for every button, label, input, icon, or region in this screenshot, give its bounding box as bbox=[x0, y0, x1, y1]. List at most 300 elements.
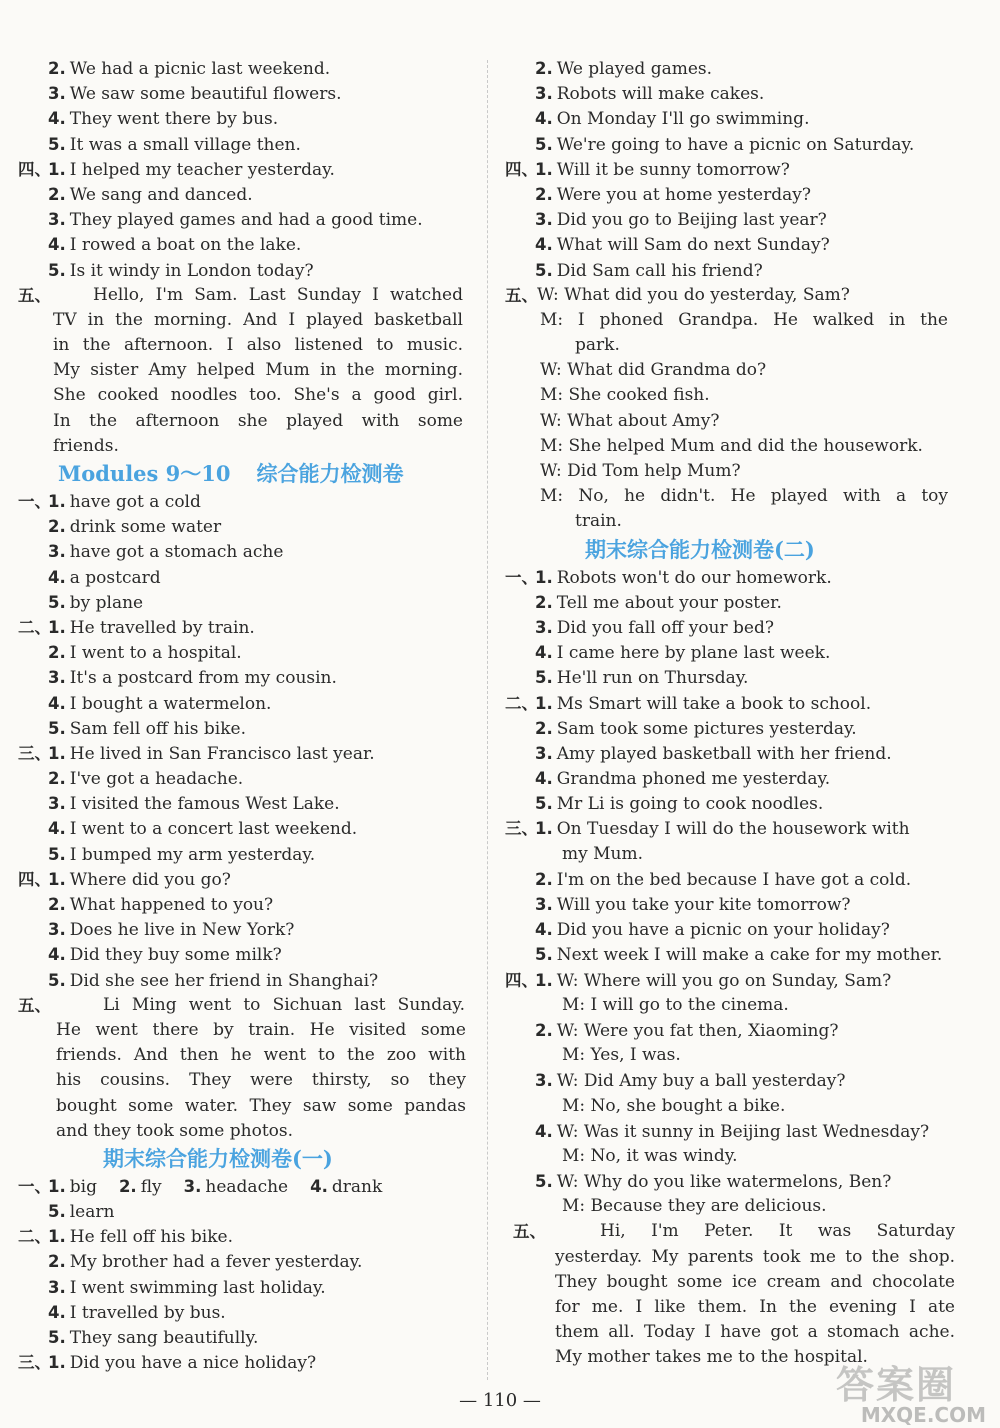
item-number: 5. bbox=[535, 260, 553, 280]
item-number: 1. bbox=[48, 1176, 66, 1196]
answer-text: In the afternoon she played with some bbox=[53, 410, 463, 431]
answer-line bbox=[18, 232, 473, 257]
answer-text: On Tuesday I will do the housework with bbox=[556, 819, 910, 840]
text-line bbox=[18, 409, 473, 434]
text-line bbox=[18, 283, 473, 308]
answer-text: I visited the famous West Lake. bbox=[69, 794, 340, 815]
item-number: 5. bbox=[48, 134, 66, 154]
answer-line bbox=[18, 716, 473, 741]
item-number: 2. bbox=[48, 517, 66, 537]
answer-text: M: She cooked fish. bbox=[540, 385, 710, 406]
answer-line bbox=[18, 1275, 473, 1300]
item-number: 2. bbox=[48, 59, 66, 78]
answer-text: He'll run on Thursday. bbox=[556, 668, 749, 689]
section-marker: 一、 bbox=[18, 1176, 51, 1196]
answer-text: have got a cold bbox=[69, 492, 201, 512]
item-number: 5. bbox=[535, 134, 553, 154]
answer-line bbox=[505, 741, 970, 766]
section-marker: 四、 bbox=[18, 159, 51, 179]
answer-text: Sam fell off his bike. bbox=[69, 718, 247, 739]
answer-line bbox=[505, 892, 970, 917]
answer-line bbox=[18, 741, 473, 766]
answer-text: Did you have a nice holiday? bbox=[69, 1353, 317, 1374]
answer-text: M: I will go to the cinema. bbox=[562, 994, 789, 1015]
item-number: 2. bbox=[535, 184, 553, 204]
item-number: 3. bbox=[48, 920, 66, 940]
section-marker: 五、 bbox=[505, 285, 538, 305]
item-number: 2. bbox=[535, 718, 553, 738]
column-divider bbox=[487, 60, 488, 1380]
answer-line bbox=[18, 766, 473, 791]
item-number: 5. bbox=[48, 1202, 66, 1222]
item-number: 2. bbox=[48, 895, 66, 914]
answer-text: by plane bbox=[69, 592, 144, 613]
answer-text: Li Ming went to Sichuan last Sunday. bbox=[103, 994, 465, 1015]
item-number: 4. bbox=[48, 235, 66, 255]
answer-line bbox=[18, 56, 473, 81]
answer-text: park. bbox=[575, 335, 620, 356]
answer-text: Robots will make cakes. bbox=[556, 84, 765, 105]
answer-line bbox=[18, 514, 473, 539]
item-number: 3. bbox=[183, 1176, 202, 1196]
item-number: 5. bbox=[48, 718, 66, 738]
answer-text: W: What about Amy? bbox=[540, 410, 720, 431]
answer-text: What happened to you? bbox=[69, 895, 274, 915]
item-number: 3. bbox=[535, 743, 553, 763]
item-number: 1. bbox=[48, 869, 66, 889]
item-number: 1. bbox=[535, 819, 553, 839]
answer-text: Mr Li is going to cook noodles. bbox=[556, 794, 824, 815]
item-number: 3. bbox=[48, 210, 66, 230]
answer-line bbox=[18, 157, 473, 182]
answer-line bbox=[505, 791, 970, 816]
item-number: 4. bbox=[535, 235, 553, 255]
item-number: 2. bbox=[535, 869, 553, 889]
text-line bbox=[18, 993, 473, 1018]
answer-line bbox=[18, 917, 473, 942]
answer-text: Sam took some pictures yesterday. bbox=[556, 718, 857, 739]
answer-line bbox=[18, 640, 473, 665]
answer-text: We're going to have a picnic on Saturday. bbox=[556, 134, 915, 155]
answer-line bbox=[18, 615, 473, 640]
answer-text: TV in the morning. And I played basketball bbox=[53, 309, 463, 330]
answer-text: We played games. bbox=[556, 59, 713, 79]
item-number: 2. bbox=[535, 592, 553, 612]
answer-text: She cooked noodles too. She's a good girl. bbox=[53, 385, 463, 406]
answer-text: learn bbox=[69, 1202, 115, 1223]
answer-line bbox=[18, 590, 473, 615]
text-line bbox=[18, 1094, 473, 1119]
text-line bbox=[18, 333, 473, 358]
answer-text: W: Did Tom help Mum? bbox=[540, 461, 741, 481]
answer-line bbox=[18, 106, 473, 131]
item-number: 2. bbox=[48, 643, 66, 663]
answer-line bbox=[505, 258, 970, 283]
answer-line bbox=[18, 81, 473, 106]
answer-text: My sister Amy helped Mum in the morning. bbox=[53, 360, 463, 381]
answer-text: On Monday I'll go swimming. bbox=[556, 109, 810, 130]
item-number: 1. bbox=[48, 617, 66, 637]
answer-text: Robots won't do our homework. bbox=[556, 567, 832, 588]
answer-text: have got a stomach ache bbox=[69, 542, 284, 563]
item-number: 5. bbox=[535, 1172, 553, 1192]
answer-line bbox=[18, 489, 473, 514]
answer-text: I'm on the bed because I have got a cold. bbox=[556, 869, 912, 890]
text-line bbox=[18, 434, 473, 459]
answer-line bbox=[18, 258, 473, 283]
item-number: 3. bbox=[48, 794, 66, 814]
answer-text: them all. Today I have got a stomach ache. bbox=[555, 1322, 955, 1343]
section-marker: 二、 bbox=[18, 1227, 51, 1247]
answer-text: drink some water bbox=[69, 517, 222, 538]
answer-text: They bought some ice cream and chocolate bbox=[555, 1271, 955, 1292]
text-line bbox=[505, 409, 970, 434]
answer-text: drank bbox=[331, 1176, 383, 1197]
answer-text: friends. And then he went to the zoo with bbox=[56, 1045, 466, 1066]
answer-text: Did you go to Beijing last year? bbox=[556, 210, 827, 231]
answer-text: Will it be sunny tomorrow? bbox=[556, 159, 790, 180]
answer-text: yesterday. My parents took me to the shop. bbox=[555, 1246, 955, 1267]
answer-text: I went to a hospital. bbox=[69, 643, 242, 664]
answer-line bbox=[505, 816, 970, 841]
section-heading bbox=[505, 535, 970, 565]
answer-line bbox=[505, 132, 970, 157]
watermark-mark: 答案圈 bbox=[836, 1363, 957, 1407]
item-number: 4. bbox=[535, 1121, 553, 1141]
answer-text: Hi, I'm Peter. It was Saturday bbox=[600, 1221, 955, 1242]
answer-text: He travelled by train. bbox=[69, 617, 255, 638]
answer-text: W: Where will you go on Sunday, Sam? bbox=[556, 970, 892, 991]
answer-text: Were you at home yesterday? bbox=[556, 184, 811, 205]
watermark-logo bbox=[836, 1354, 986, 1427]
answer-text: It was a small village then. bbox=[69, 134, 301, 155]
text-line bbox=[18, 358, 473, 383]
answer-line bbox=[505, 615, 970, 640]
answer-line bbox=[18, 1350, 473, 1375]
text-line bbox=[505, 308, 970, 333]
answer-text: I bumped my arm yesterday. bbox=[69, 844, 316, 865]
answer-text: I helped my teacher yesterday. bbox=[69, 159, 335, 180]
answer-text: in the afternoon. I also listened to music. bbox=[53, 335, 463, 356]
item-number: 3. bbox=[535, 895, 553, 914]
answer-line bbox=[18, 691, 473, 716]
text-line bbox=[18, 383, 473, 408]
item-number: 2. bbox=[535, 59, 553, 78]
answer-text: W: Was it sunny in Beijing last Wednesday? bbox=[556, 1121, 930, 1142]
answer-line bbox=[18, 132, 473, 157]
answer-line bbox=[18, 968, 473, 993]
item-number: 4. bbox=[48, 693, 66, 713]
text-line bbox=[505, 484, 970, 509]
text-line bbox=[505, 459, 970, 484]
item-number: 5. bbox=[48, 592, 66, 612]
answer-line bbox=[505, 232, 970, 257]
answer-line bbox=[18, 182, 473, 207]
answer-text: I rowed a boat on the lake. bbox=[69, 235, 302, 256]
item-number: 1. bbox=[535, 970, 553, 990]
answer-text: Did you fall off your bed? bbox=[556, 617, 774, 638]
answer-text: M: No, she bought a bike. bbox=[562, 1095, 786, 1116]
answer-text: M: No, he didn't. He played with a toy bbox=[540, 486, 948, 507]
answer-text: W: Why do you like watermelons, Ben? bbox=[556, 1172, 892, 1193]
answer-text: Grandma phoned me yesterday. bbox=[556, 769, 831, 790]
heading-title: 综合能力检测卷 bbox=[256, 461, 404, 486]
item-number: 1. bbox=[535, 159, 553, 179]
answer-text: We sang and danced. bbox=[69, 184, 253, 205]
answer-line bbox=[505, 590, 970, 615]
answer-text: Does he live in New York? bbox=[69, 920, 295, 941]
answer-line bbox=[505, 1018, 970, 1043]
section-marker: 五、 bbox=[513, 1222, 546, 1242]
section-heading bbox=[18, 459, 473, 489]
answer-text: He went there by train. He visited some bbox=[56, 1019, 466, 1040]
answer-line bbox=[18, 867, 473, 892]
answer-line bbox=[505, 1068, 970, 1093]
answer-line bbox=[505, 182, 970, 207]
answer-line bbox=[505, 968, 970, 993]
section-marker: 四、 bbox=[18, 869, 51, 889]
answer-line bbox=[505, 283, 970, 308]
answer-text: W: What did you do yesterday, Sam? bbox=[537, 284, 850, 305]
text-line bbox=[18, 1068, 473, 1093]
heading-title: 期末综合能力检测卷(二) bbox=[585, 536, 815, 562]
heading-modules: Modules 9～10 bbox=[58, 461, 231, 486]
answer-line bbox=[505, 766, 970, 791]
answer-text: M: Because they are delicious. bbox=[562, 1196, 827, 1217]
item-number: 2. bbox=[48, 184, 66, 204]
answer-text: We saw some beautiful flowers. bbox=[69, 84, 342, 105]
answer-text: fly bbox=[140, 1176, 162, 1197]
item-number: 1. bbox=[535, 693, 553, 713]
text-line bbox=[505, 1144, 970, 1169]
item-number: 2. bbox=[535, 1020, 553, 1040]
item-number: 4. bbox=[48, 945, 66, 965]
answer-text: bought some water. They saw some pandas bbox=[56, 1095, 466, 1116]
answer-text: Hello, I'm Sam. Last Sunday I watched bbox=[93, 284, 463, 305]
text-line bbox=[505, 434, 970, 459]
section-marker: 四、 bbox=[505, 159, 538, 179]
text-line bbox=[505, 1094, 970, 1119]
answer-line bbox=[18, 1199, 473, 1224]
answer-line bbox=[505, 716, 970, 741]
item-number: 5. bbox=[535, 668, 553, 688]
text-line bbox=[18, 1018, 473, 1043]
answer-line bbox=[18, 1224, 473, 1249]
item-number: 1. bbox=[48, 1227, 66, 1247]
answer-line bbox=[505, 665, 970, 690]
item-number: 5. bbox=[48, 260, 66, 280]
text-line bbox=[18, 1119, 473, 1144]
page-number: — 110 — bbox=[459, 1390, 541, 1411]
answer-text: Tell me about your poster. bbox=[556, 592, 782, 613]
section-marker: 一、 bbox=[505, 567, 538, 587]
item-number: 1. bbox=[48, 159, 66, 179]
answer-text: W: Did Amy buy a ball yesterday? bbox=[556, 1071, 846, 1092]
item-number: 3. bbox=[48, 84, 66, 104]
answer-line bbox=[505, 56, 970, 81]
text-line bbox=[505, 993, 970, 1018]
text-line bbox=[505, 1320, 970, 1345]
item-number: 4. bbox=[535, 643, 553, 663]
answer-text: What will Sam do next Sunday? bbox=[556, 235, 830, 256]
section-marker: 五、 bbox=[18, 285, 51, 305]
section-marker: 三、 bbox=[18, 1353, 51, 1373]
item-number: 3. bbox=[535, 1071, 553, 1091]
answer-text: Will you take your kite tomorrow? bbox=[556, 895, 851, 915]
answer-text: my Mum. bbox=[562, 843, 644, 864]
section-marker: 四、 bbox=[505, 970, 538, 990]
answer-line bbox=[18, 539, 473, 564]
text-line bbox=[505, 1194, 970, 1219]
answer-text: M: I phoned Grandpa. He walked in the bbox=[540, 309, 948, 330]
item-number: 4. bbox=[48, 819, 66, 839]
answer-text: M: Yes, I was. bbox=[562, 1045, 681, 1066]
answer-text: Did she see her friend in Shanghai? bbox=[69, 970, 379, 991]
item-number: 1. bbox=[535, 567, 553, 587]
section-marker: 二、 bbox=[505, 693, 538, 713]
item-number: 5. bbox=[48, 970, 66, 990]
watermark-site: MXQE.COM bbox=[860, 1403, 986, 1427]
item-number: 3. bbox=[535, 84, 553, 104]
item-number: 3. bbox=[48, 1277, 66, 1297]
item-number: 4. bbox=[48, 109, 66, 129]
answer-line bbox=[505, 106, 970, 131]
answer-line bbox=[505, 565, 970, 590]
text-line bbox=[505, 509, 970, 534]
item-number: 4. bbox=[535, 920, 553, 940]
answer-line bbox=[18, 942, 473, 967]
item-number: 5. bbox=[535, 945, 553, 965]
section-marker: 三、 bbox=[505, 819, 538, 839]
answer-text: It's a postcard from my cousin. bbox=[69, 668, 337, 689]
item-number: 4. bbox=[48, 567, 66, 587]
text-line bbox=[505, 333, 970, 358]
answer-line bbox=[18, 665, 473, 690]
answer-line bbox=[505, 81, 970, 106]
answer-text: train. bbox=[575, 511, 622, 532]
answer-text: big bbox=[69, 1176, 97, 1197]
text-line bbox=[505, 1219, 970, 1244]
answer-text: My brother had a fever yesterday. bbox=[69, 1252, 363, 1273]
section-marker: 一、 bbox=[18, 492, 51, 511]
text-line bbox=[505, 1295, 970, 1320]
answer-text: Did Sam call his friend? bbox=[556, 260, 763, 281]
answer-text: Ms Smart will take a book to school. bbox=[556, 693, 872, 714]
answer-text: Did they buy some milk? bbox=[69, 945, 282, 966]
text-line bbox=[18, 1043, 473, 1068]
answer-line bbox=[505, 207, 970, 232]
answer-line bbox=[505, 867, 970, 892]
answer-text: He lived in San Francisco last year. bbox=[69, 743, 375, 764]
answer-text: a postcard bbox=[69, 567, 161, 588]
answer-text: his cousins. They were thirsty, so they bbox=[56, 1070, 466, 1091]
item-number: 4. bbox=[535, 769, 553, 789]
answer-text: M: She helped Mum and did the housework. bbox=[540, 435, 923, 456]
item-number: 3. bbox=[535, 617, 553, 637]
answer-text: I've got a headache. bbox=[69, 769, 244, 790]
answer-text: I went swimming last holiday. bbox=[69, 1277, 326, 1298]
text-line bbox=[505, 1270, 970, 1295]
text-line bbox=[505, 383, 970, 408]
item-number: 1. bbox=[48, 743, 66, 763]
answer-line bbox=[18, 1300, 473, 1325]
answer-text: headache bbox=[205, 1176, 289, 1197]
item-number: 4. bbox=[310, 1176, 328, 1196]
item-number: 2. bbox=[48, 769, 66, 789]
text-line bbox=[18, 308, 473, 333]
answer-text: I bought a watermelon. bbox=[69, 693, 272, 714]
item-number: 3. bbox=[48, 668, 66, 688]
text-line bbox=[505, 1043, 970, 1068]
item-number: 5. bbox=[48, 844, 66, 864]
item-number: 3. bbox=[535, 210, 553, 230]
item-number: 1. bbox=[48, 1353, 66, 1373]
heading-title: 期末综合能力检测卷(一) bbox=[103, 1145, 333, 1171]
answer-text: He fell off his bike. bbox=[69, 1227, 233, 1248]
section-heading bbox=[18, 1144, 473, 1174]
answer-text: Next week I will make a cake for my mother. bbox=[556, 945, 943, 966]
answer-line bbox=[505, 942, 970, 967]
answer-line bbox=[18, 791, 473, 816]
answer-line bbox=[505, 1169, 970, 1194]
answer-line bbox=[18, 816, 473, 841]
answer-text: for me. I like them. In the evening I ate bbox=[555, 1297, 955, 1317]
answer-text: W: What did Grandma do? bbox=[540, 360, 767, 381]
answer-line bbox=[505, 1119, 970, 1144]
answer-text: My mother takes me to the hospital. bbox=[555, 1347, 868, 1368]
text-line bbox=[505, 842, 970, 867]
item-number: 1. bbox=[48, 492, 66, 511]
answer-text: Is it windy in London today? bbox=[69, 260, 314, 281]
answer-text: M: No, it was windy. bbox=[562, 1145, 738, 1166]
answer-text: W: Were you fat then, Xiaoming? bbox=[556, 1020, 839, 1041]
item-number: 2. bbox=[48, 1252, 66, 1272]
answer-line bbox=[18, 892, 473, 917]
answer-text: and they took some photos. bbox=[56, 1120, 294, 1141]
answer-text: Where did you go? bbox=[69, 869, 231, 890]
answer-text: Did you have a picnic on your holiday? bbox=[556, 920, 890, 941]
section-marker: 三、 bbox=[18, 743, 51, 763]
answer-line bbox=[505, 691, 970, 716]
item-number: 4. bbox=[535, 109, 553, 129]
answer-line bbox=[18, 1249, 473, 1274]
text-line bbox=[505, 358, 970, 383]
answer-line bbox=[18, 1174, 473, 1199]
answer-text: They went there by bus. bbox=[69, 109, 279, 130]
section-marker: 五、 bbox=[18, 995, 51, 1015]
answer-text: Amy played basketball with her friend. bbox=[556, 743, 892, 764]
answer-line bbox=[18, 207, 473, 232]
answer-text: They sang beautifully. bbox=[69, 1328, 259, 1348]
item-number: 5. bbox=[535, 794, 553, 814]
answer-line bbox=[505, 157, 970, 182]
answer-line bbox=[18, 565, 473, 590]
answer-line bbox=[18, 1325, 473, 1350]
item-number: 5. bbox=[48, 1328, 66, 1347]
item-number: 3. bbox=[48, 542, 66, 562]
answer-text: We had a picnic last weekend. bbox=[69, 59, 331, 79]
right-column bbox=[505, 56, 970, 1371]
answer-text: I came here by plane last week. bbox=[556, 643, 831, 664]
left-column bbox=[18, 56, 473, 1375]
item-number: 2. bbox=[118, 1176, 137, 1196]
answer-text: I travelled by bus. bbox=[69, 1302, 226, 1323]
answer-text: friends. bbox=[53, 435, 119, 456]
text-line bbox=[505, 1245, 970, 1270]
answer-text: I went to a concert last weekend. bbox=[69, 819, 358, 840]
section-marker: 二、 bbox=[18, 617, 51, 637]
answer-line bbox=[505, 917, 970, 942]
